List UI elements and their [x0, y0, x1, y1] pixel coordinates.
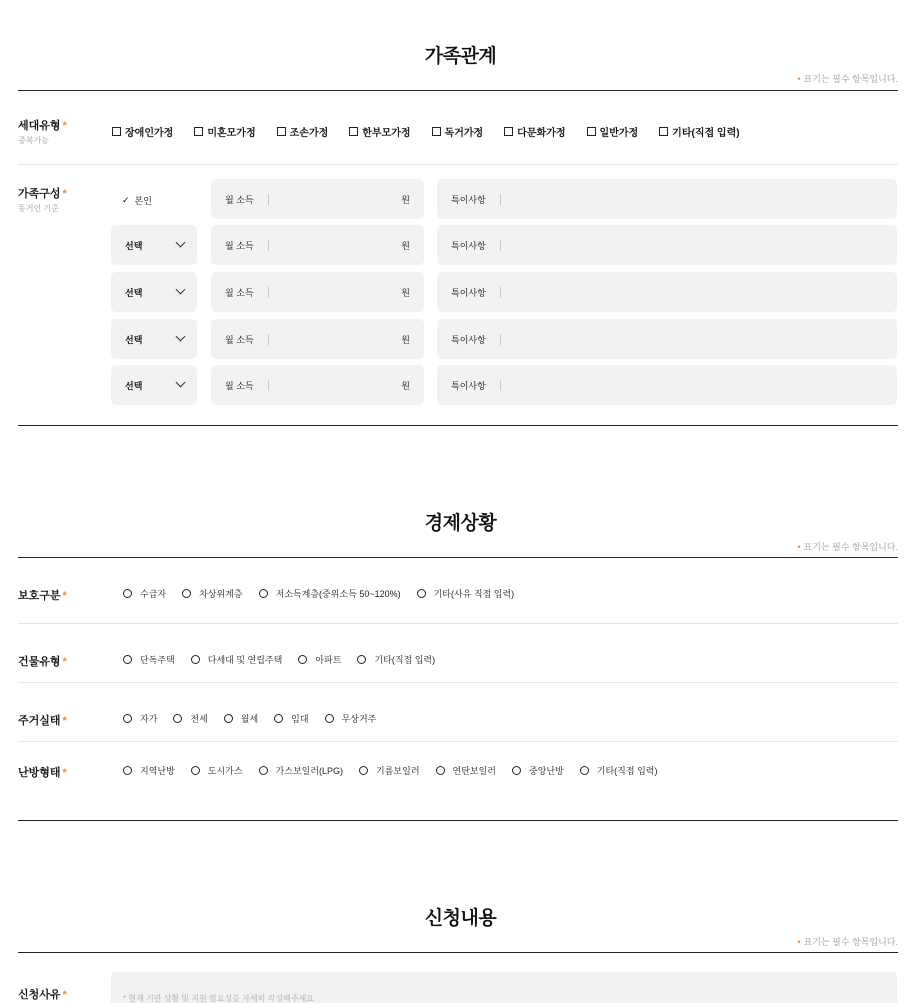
household-option[interactable]: 독거가정: [432, 124, 484, 139]
heating-option[interactable]: 기타(직접 입력): [580, 764, 658, 777]
family-section-title: 가족관계: [424, 46, 497, 67]
heating-option[interactable]: 가스보일러(LPG): [259, 764, 343, 777]
heating-option[interactable]: 기름보일러: [359, 764, 419, 777]
household-type-sublabel: 중복가능: [18, 136, 49, 145]
note-field[interactable]: 특이사항: [437, 319, 897, 359]
family-composition-label: 가족구성 *: [18, 188, 67, 200]
radio-icon[interactable]: [436, 766, 445, 775]
radio-icon[interactable]: [325, 714, 334, 723]
monthly-income-field[interactable]: 월 소득 원: [211, 225, 424, 265]
checkbox-icon[interactable]: [277, 127, 286, 136]
radio-icon[interactable]: [224, 714, 233, 723]
family-composition-sublabel: 동거인 기준: [18, 204, 59, 213]
row-divider: [18, 682, 898, 683]
row-divider: [18, 623, 898, 624]
required-note: • 표기는 필수 항목입니다.: [797, 74, 898, 84]
protection-type-label: 보호구분 *: [18, 590, 67, 602]
section-divider: [18, 820, 898, 821]
heating-option[interactable]: 지역난방: [123, 764, 175, 777]
building-option[interactable]: 기타(직접 입력): [357, 653, 435, 666]
application-reason-label: 신청사유 *: [18, 989, 67, 1001]
text-cursor: [268, 194, 269, 205]
note-field[interactable]: 특이사항: [437, 365, 897, 405]
checkbox-icon[interactable]: [504, 127, 513, 136]
radio-icon[interactable]: [259, 766, 268, 775]
note-field[interactable]: 특이사항: [437, 179, 897, 219]
protection-type-options: [123, 587, 530, 600]
housing-option[interactable]: 전세: [173, 712, 207, 725]
checkbox-icon[interactable]: [432, 127, 441, 136]
building-type-label: 건물유형 *: [18, 656, 67, 668]
radio-icon[interactable]: [359, 766, 368, 775]
monthly-income-field[interactable]: 월 소득 원: [211, 272, 424, 312]
housing-option[interactable]: 무상거주: [325, 712, 377, 725]
housing-option[interactable]: 자가: [123, 712, 157, 725]
checkbox-icon[interactable]: [349, 127, 358, 136]
monthly-income-field[interactable]: 월 소득 원: [211, 365, 424, 405]
checkbox-icon[interactable]: [659, 127, 668, 136]
relation-select[interactable]: 선택: [111, 225, 197, 265]
household-type-options: [112, 124, 761, 139]
section-divider: [18, 425, 898, 426]
heating-type-label: 난방형태 *: [18, 767, 67, 779]
radio-icon[interactable]: [191, 655, 200, 664]
radio-icon[interactable]: [357, 655, 366, 664]
protection-option[interactable]: 수급자: [123, 587, 166, 600]
monthly-income-field[interactable]: 월 소득 원: [211, 319, 424, 359]
household-option[interactable]: 한부모가정: [349, 124, 410, 139]
housing-status-options: [123, 712, 392, 725]
housing-status-label: 주거실태 *: [18, 715, 67, 727]
checkbox-icon[interactable]: [194, 127, 203, 136]
section-divider: [18, 90, 898, 91]
radio-icon[interactable]: [512, 766, 521, 775]
section-divider: [18, 557, 898, 558]
relation-select[interactable]: 선택: [111, 319, 197, 359]
heating-option[interactable]: 중앙난방: [512, 764, 564, 777]
heating-option[interactable]: 도시가스: [191, 764, 243, 777]
application-section-title: 신청내용: [424, 908, 497, 929]
building-option[interactable]: 다세대 및 연립주택: [191, 653, 283, 666]
section-divider: [18, 952, 898, 953]
self-member: ✓ 본인: [122, 195, 152, 206]
household-option[interactable]: 다문화가정: [504, 124, 565, 139]
checkbox-icon[interactable]: [587, 127, 596, 136]
household-option[interactable]: 미혼모가정: [194, 124, 255, 139]
radio-icon[interactable]: [417, 589, 426, 598]
check-icon: ✓: [122, 195, 130, 205]
heating-option[interactable]: 연탄보일러: [436, 764, 496, 777]
monthly-income-field[interactable]: 월 소득 원: [211, 179, 424, 219]
note-field[interactable]: 특이사항: [437, 225, 897, 265]
housing-option[interactable]: 임대: [274, 712, 308, 725]
radio-icon[interactable]: [274, 714, 283, 723]
household-option[interactable]: 일반가정: [587, 124, 639, 139]
radio-icon[interactable]: [123, 655, 132, 664]
relation-select[interactable]: 선택: [111, 365, 197, 405]
protection-option[interactable]: 저소득계층(중위소득 50~120%): [259, 587, 401, 600]
required-note: • 표기는 필수 항목입니다.: [797, 542, 898, 552]
text-cursor: [268, 334, 269, 345]
housing-option[interactable]: 월세: [224, 712, 258, 725]
household-type-label: 세대유형 *: [18, 120, 67, 132]
text-cursor: [268, 287, 269, 298]
heating-type-options: [123, 764, 673, 777]
relation-select[interactable]: 선택: [111, 272, 197, 312]
text-cursor: [500, 240, 501, 251]
radio-icon[interactable]: [191, 766, 200, 775]
radio-icon[interactable]: [123, 589, 132, 598]
radio-icon[interactable]: [298, 655, 307, 664]
note-field[interactable]: 특이사항: [437, 272, 897, 312]
text-cursor: [268, 240, 269, 251]
building-type-options: [123, 653, 451, 666]
application-reason-textarea[interactable]: * 현재 기관 상황 및 지원 필요성을 자세히 작성해주세요: [111, 972, 897, 1003]
building-option[interactable]: 단독주택: [123, 653, 175, 666]
radio-icon[interactable]: [580, 766, 589, 775]
radio-icon[interactable]: [259, 589, 268, 598]
text-cursor: [500, 287, 501, 298]
household-option[interactable]: 장애인가정: [112, 124, 173, 139]
text-cursor: [500, 334, 501, 345]
required-note: • 표기는 필수 항목입니다.: [797, 937, 898, 947]
building-option[interactable]: 아파트: [298, 653, 341, 666]
household-option[interactable]: 조손가정: [277, 124, 329, 139]
text-cursor: [500, 194, 501, 205]
row-divider: [18, 164, 898, 165]
checkbox-icon[interactable]: [112, 127, 121, 136]
text-cursor: [268, 380, 269, 391]
household-option[interactable]: 기타(직접 입력): [659, 124, 739, 139]
protection-option[interactable]: 기타(사유 직접 입력): [417, 587, 515, 600]
row-divider: [18, 741, 898, 742]
radio-icon[interactable]: [182, 589, 191, 598]
radio-icon[interactable]: [123, 714, 132, 723]
text-cursor: [500, 380, 501, 391]
economy-section-title: 경제상황: [424, 513, 497, 534]
radio-icon[interactable]: [173, 714, 182, 723]
protection-option[interactable]: 차상위계층: [182, 587, 242, 600]
radio-icon[interactable]: [123, 766, 132, 775]
